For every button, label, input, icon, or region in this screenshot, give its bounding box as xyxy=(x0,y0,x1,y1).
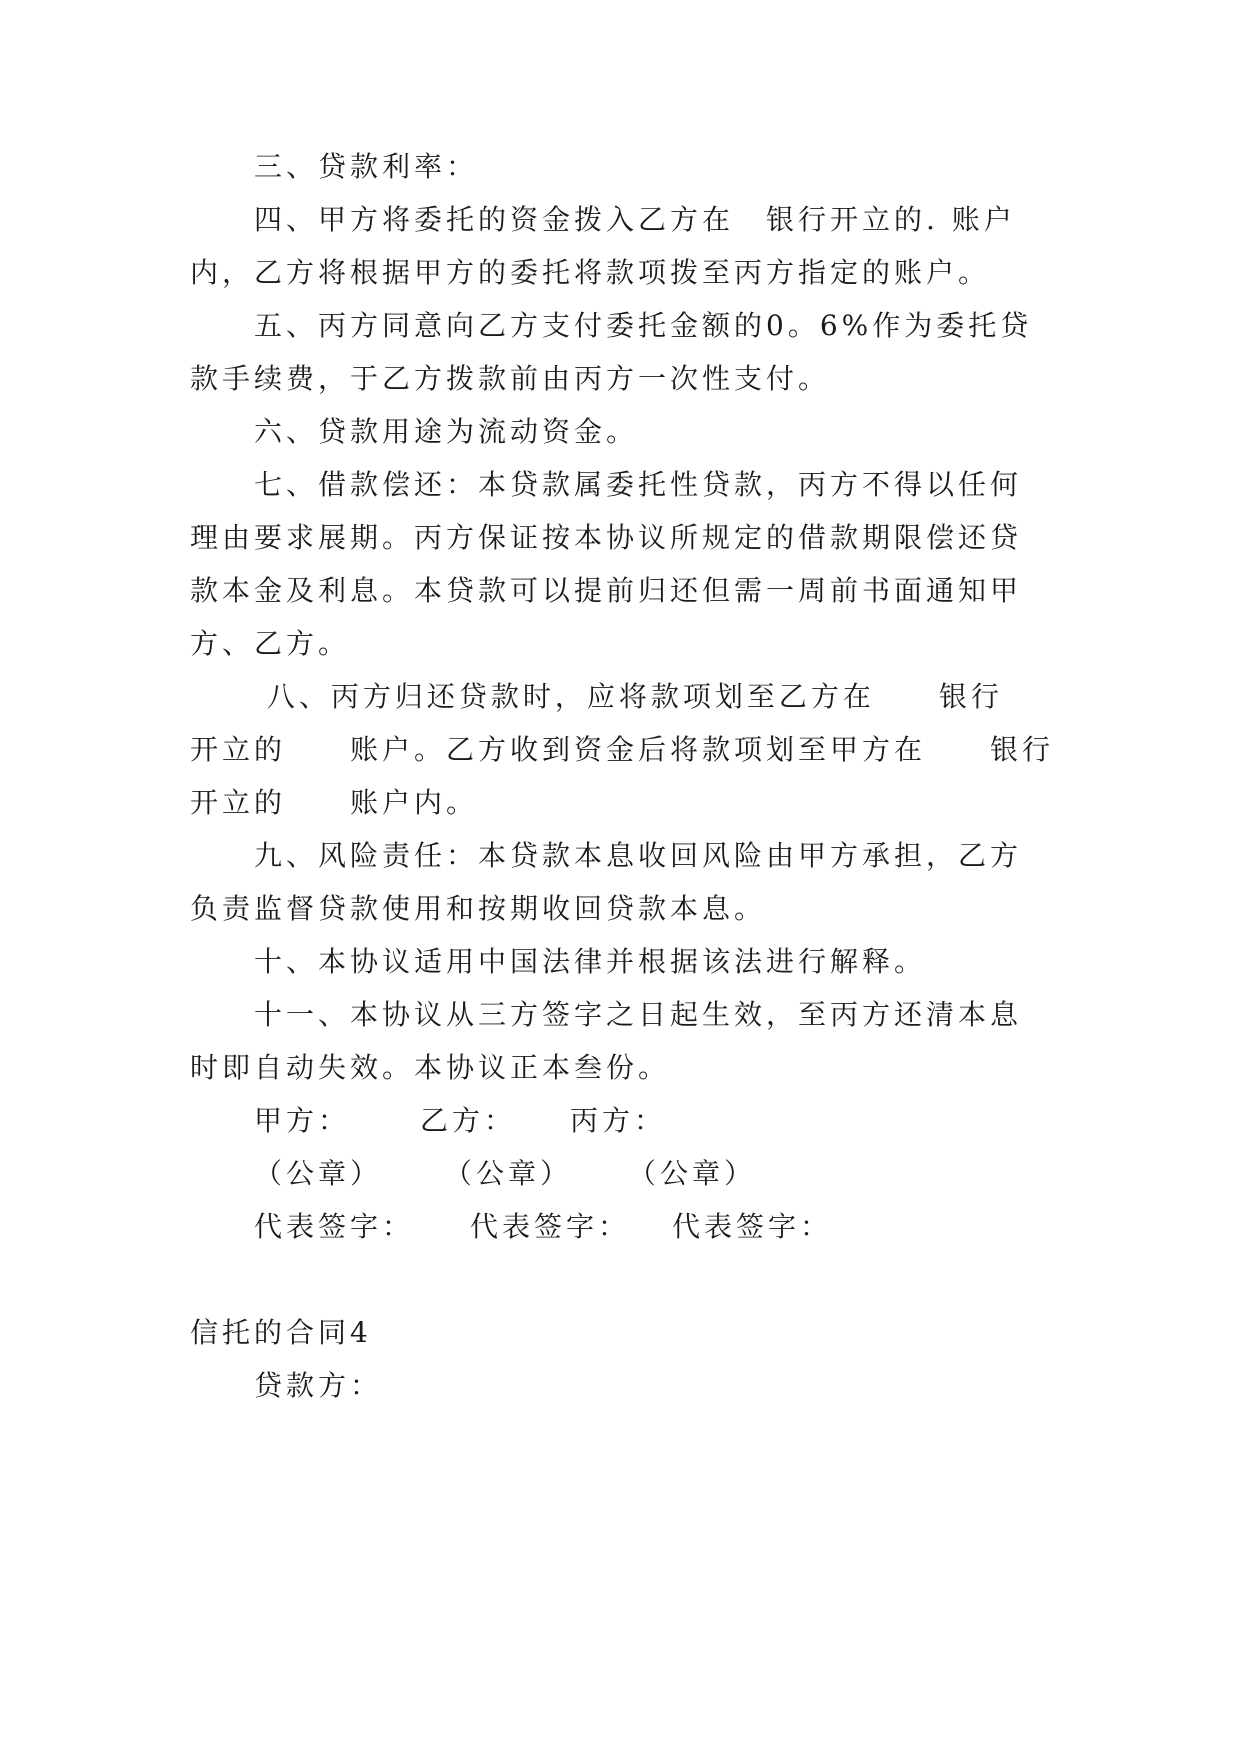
clause-7-line-2: 理由要求展期。丙方保证按本协议所规定的借款期限偿还贷 xyxy=(190,521,1023,554)
representative-row xyxy=(254,1207,833,1247)
party-a-label: 甲方： xyxy=(254,1104,351,1137)
clause-4-line-1: 四、甲方将委托的资金拨入乙方在 银行开立的. 账户 xyxy=(254,203,1016,236)
clause-10: 十、本协议适用中国法律并根据该法进行解释。 xyxy=(254,945,927,978)
seal-row xyxy=(254,1154,757,1194)
rep-c-label: 代表签字： xyxy=(672,1210,833,1243)
clause-8-line-3: 开立的 账户内。 xyxy=(190,786,479,819)
clause-5-line-1: 五、丙方同意向乙方支付委托金额的0。6%作为委托贷 xyxy=(254,309,1033,342)
rep-b-label: 代表签字： xyxy=(470,1210,631,1243)
rep-a-label: 代表签字： xyxy=(254,1210,415,1243)
clause-7-line-3: 款本金及利息。本贷款可以提前归还但需一周前书面通知甲 xyxy=(190,574,1023,607)
clause-3: 三、贷款利率： xyxy=(254,150,479,183)
clause-8-line-2: 开立的 账户。乙方收到资金后将款项划至甲方在 银行 xyxy=(190,733,1055,766)
section-heading: 信托的合同4 xyxy=(190,1316,372,1349)
clause-11-line-1: 十一、本协议从三方签字之日起生效，至丙方还清本息 xyxy=(254,998,1023,1031)
clause-9-line-2: 负责监督贷款使用和按期收回贷款本息。 xyxy=(190,892,767,925)
clause-8-line-1: 八、丙方归还贷款时，应将款项划至乙方在 银行 xyxy=(254,680,1003,713)
parties-row xyxy=(254,1101,667,1141)
clause-6: 六、贷款用途为流动资金。 xyxy=(254,415,639,448)
party-b-label: 乙方： xyxy=(420,1104,517,1137)
clause-9-line-1: 九、风险责任：本贷款本息收回风险由甲方承担，乙方 xyxy=(254,839,1023,872)
lender-label: 贷款方： xyxy=(254,1369,383,1402)
seal-a-label: （公章） xyxy=(254,1157,383,1190)
seal-b-label: （公章） xyxy=(444,1157,573,1190)
clause-7-line-4: 方、乙方。 xyxy=(190,627,351,660)
clause-7-line-1: 七、借款偿还：本贷款属委托性贷款，丙方不得以任何 xyxy=(254,468,1023,501)
clause-4-line-2: 内，乙方将根据甲方的委托将款项拨至丙方指定的账户。 xyxy=(190,256,991,289)
party-c-label: 丙方： xyxy=(570,1104,667,1137)
clause-5-line-2: 款手续费，于乙方拨款前由丙方一次性支付。 xyxy=(190,362,831,395)
seal-c-label: （公章） xyxy=(628,1157,757,1190)
clause-11-line-2: 时即自动失效。本协议正本叁份。 xyxy=(190,1051,671,1084)
